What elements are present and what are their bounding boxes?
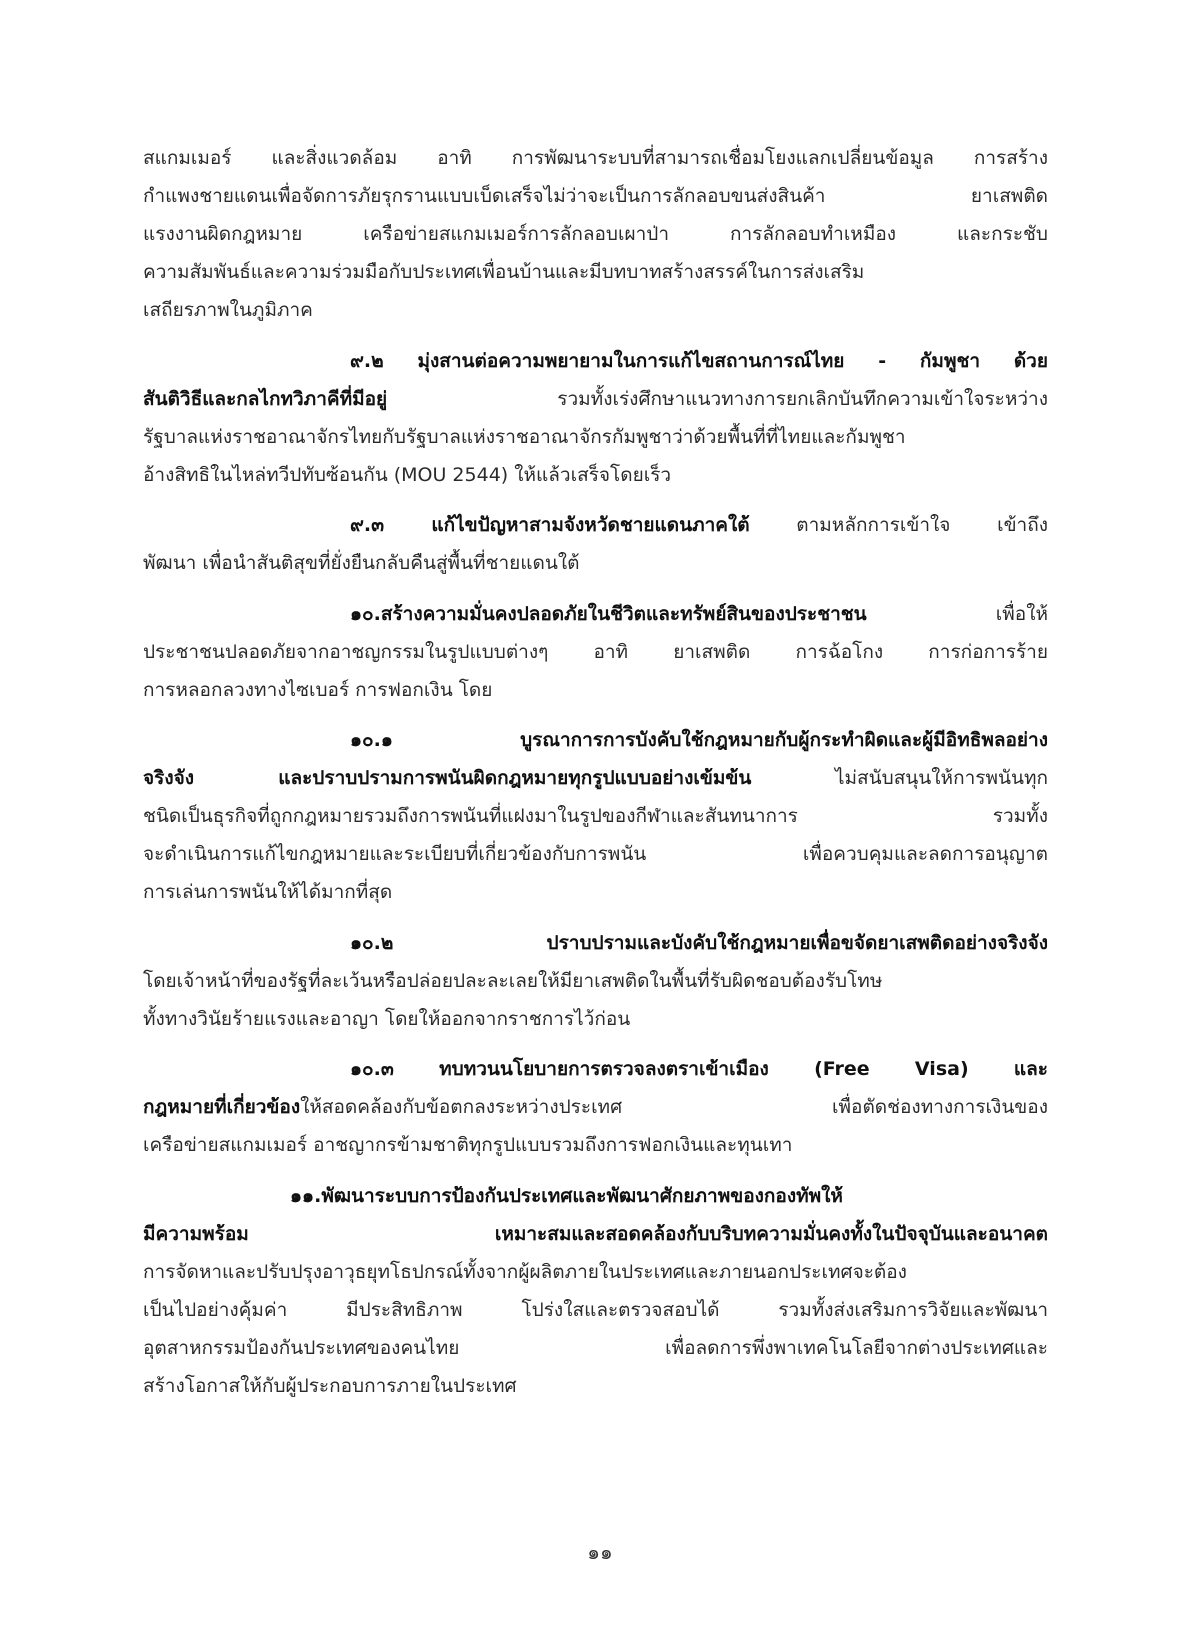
text-line <box>143 633 1048 671</box>
body-text: แรงงานผิดกฎหมาย เครือข่ายสแกมเมอร์การลักลอบเผาป่า การลักลอบทำเหมือง และกระชับ <box>143 223 1048 245</box>
text-line <box>143 1050 1048 1088</box>
body-text: อุตสาหกรรมป้องกันประเทศของคนไทย เพื่อลดการพึ่งพาเทคโนโลยีจากต่างประเทศและ <box>143 1336 1048 1359</box>
text-line <box>143 1088 1048 1126</box>
bold-heading-text: ๑๐.๑ บูรณาการการบังคับใช้กฎหมายกับผู้กระทำผิดและผู้มีอิทธิพลอย่าง <box>350 729 1048 751</box>
text-line <box>143 924 1048 962</box>
body-text: การหลอกลวงทางไซเบอร์ การฟอกเงิน โดย <box>143 678 493 701</box>
text-line <box>143 177 1048 215</box>
body-text: ชนิดเป็นธุรกิจที่ถูกกฎหมายรวมถึงการพนันที่แฝงมาในรูปของกีฬาและสันทนาการ รวมทั้ง <box>143 805 1048 827</box>
body-text: เพื่อให้ <box>866 602 1048 625</box>
bold-heading-text: ๑๐.๓ ทบทวนนโยบายการตรวจลงตราเข้าเมือง (Free Visa) และ <box>350 1058 1048 1080</box>
text-line <box>143 215 1048 253</box>
text-line <box>143 253 1048 291</box>
text-line <box>143 671 1048 709</box>
paragraph <box>143 1177 1048 1405</box>
body-text: ไม่สนับสนุนให้การพนันทุก <box>751 767 1048 789</box>
document-body <box>143 139 1048 1417</box>
bold-heading-text: ๙.๒ มุ่งสานต่อความพยายามในการแก้ไขสถานการณ์ไทย - กัมพูชา ด้วย <box>350 349 1048 372</box>
body-text: โดยเจ้าหน้าที่ของรัฐที่ละเว้นหรือปล่อยปละละเลยให้มียาเสพติดในพื้นที่รับผิดชอบต้องรับโทษ <box>143 969 883 992</box>
text-line <box>143 506 1048 544</box>
bold-heading-text: ๙.๓ แก้ไขปัญหาสามจังหวัดชายแดนภาคใต้ <box>350 514 750 536</box>
bold-heading-text: ๑๐.สร้างความมั่นคงปลอดภัยในชีวิตและทรัพย์สินของประชาชน <box>350 602 867 625</box>
paragraph <box>143 342 1048 494</box>
body-text: ให้สอดคล้องกับข้อตกลงระหว่างประเทศ เพื่อตัดช่องทางการเงินของ <box>300 1096 1048 1118</box>
page-number: ๑๑ <box>587 1540 613 1564</box>
text-line <box>143 1000 1048 1038</box>
body-text: สร้างโอกาสให้กับผู้ประกอบการภายในประเทศ <box>143 1374 517 1397</box>
body-text: สแกมเมอร์ และสิ่งแวดล้อม อาทิ การพัฒนาระบบที่สามารถเชื่อมโยงแลกเปลี่ยนข้อมูล การสร้าง <box>143 147 1048 169</box>
body-text: เครือข่ายสแกมเมอร์ อาชญากรข้ามชาติทุกรูปแบบรวมถึงการฟอกเงินและทุนเทา <box>143 1134 793 1156</box>
text-line <box>143 759 1048 797</box>
paragraph <box>143 506 1048 582</box>
bold-heading-text: ๑๑.พัฒนาระบบการป้องกันประเทศและพัฒนาศักยภาพของกองทัพให้ <box>290 1184 843 1207</box>
body-text: ความสัมพันธ์และความร่วมมือกับประเทศเพื่อนบ้านและมีบทบาทสร้างสรรค์ในการส่งเสริม <box>143 261 865 283</box>
body-text: ประชาชนปลอดภัยจากอาชญกรรมในรูปแบบต่างๆ อาทิ ยาเสพติด การฉ้อโกง การก่อการร้าย <box>143 640 1048 663</box>
body-text: การเล่นการพนันให้ได้มากที่สุด <box>143 881 393 903</box>
paragraph <box>143 1050 1048 1164</box>
body-text: กำแพงชายแดนเพื่อจัดการภัยรุกรานแบบเบ็ดเสร็จไม่ว่าจะเป็นการลักลอบขนส่งสินค้า ยาเสพติด <box>143 185 1048 207</box>
paragraph <box>143 924 1048 1038</box>
text-line <box>143 1215 1048 1253</box>
text-line <box>143 962 1048 1000</box>
bold-heading-text: มีความพร้อม เหมาะสมและสอดคล้องกับบริบทความมั่นคงทั้งในปัจจุบันและอนาคต <box>143 1222 1048 1245</box>
bold-heading-text: สันติวิธีและกลไกทวิภาคีที่มีอยู่ <box>143 387 388 410</box>
body-text: ตามหลักการเข้าใจ เข้าถึง <box>749 514 1049 536</box>
text-line <box>143 595 1048 633</box>
body-text: การจัดหาและปรับปรุงอาวุธยุทโธปกรณ์ทั้งจากผู้ผลิตภายในประเทศและภายนอกประเทศจะต้อง <box>143 1260 907 1283</box>
paragraph <box>143 595 1048 709</box>
text-line <box>143 873 1048 911</box>
text-line <box>143 456 1048 494</box>
text-line <box>143 797 1048 835</box>
body-text: จะดำเนินการแก้ไขกฎหมายและระเบียบที่เกี่ยวข้องกับการพนัน เพื่อควบคุมและลดการอนุญาต <box>143 843 1048 865</box>
text-line <box>143 721 1048 759</box>
body-text: เสถียรภาพในภูมิภาค <box>143 299 313 321</box>
text-line <box>143 418 1048 456</box>
body-text: รวมทั้งเร่งศึกษาแนวทางการยกเลิกบันทึกความเข้าใจระหว่าง <box>387 387 1048 410</box>
text-line <box>143 835 1048 873</box>
paragraph <box>143 721 1048 911</box>
text-line <box>143 380 1048 418</box>
bold-heading-text: กฎหมายที่เกี่ยวข้อง <box>143 1096 301 1118</box>
bold-heading-text: จริงจัง และปราบปรามการพนันผิดกฎหมายทุกรูปแบบอย่างเข้มข้น <box>143 767 752 789</box>
text-line <box>143 1329 1048 1367</box>
body-text: รัฐบาลแห่งราชอาณาจักรไทยกับรัฐบาลแห่งราชอาณาจักรกัมพูชาว่าด้วยพื้นที่ที่ไทยและกัมพูชา <box>143 425 906 448</box>
paragraph <box>143 139 1048 329</box>
text-line <box>143 139 1048 177</box>
text-line <box>143 1253 1048 1291</box>
text-line <box>143 291 1048 329</box>
bold-heading-text: ๑๐.๒ ปราบปรามและบังคับใช้กฎหมายเพื่อขจัดยาเสพติดอย่างจริงจัง <box>350 931 1048 954</box>
text-line <box>143 1177 1048 1215</box>
text-line <box>143 1367 1048 1405</box>
body-text: ทั้งทางวินัยร้ายแรงและอาญา โดยให้ออกจากราชการไว้ก่อน <box>143 1007 631 1030</box>
body-text: พัฒนา เพื่อนำสันติสุขที่ยั่งยืนกลับคืนสู่พื้นที่ชายแดนใต้ <box>143 552 580 574</box>
body-text: อ้างสิทธิในไหล่ทวีปทับซ้อนกัน (MOU 2544) ให้แล้วเสร็จโดยเร็ว <box>143 463 672 486</box>
text-line <box>143 544 1048 582</box>
body-text: เป็นไปอย่างคุ้มค่า มีประสิทธิภาพ โปร่งใสและตรวจสอบได้ รวมทั้งส่งเสริมการวิจัยและพัฒนา <box>143 1298 1048 1321</box>
text-line <box>143 1126 1048 1164</box>
text-line <box>143 342 1048 380</box>
text-line <box>143 1291 1048 1329</box>
